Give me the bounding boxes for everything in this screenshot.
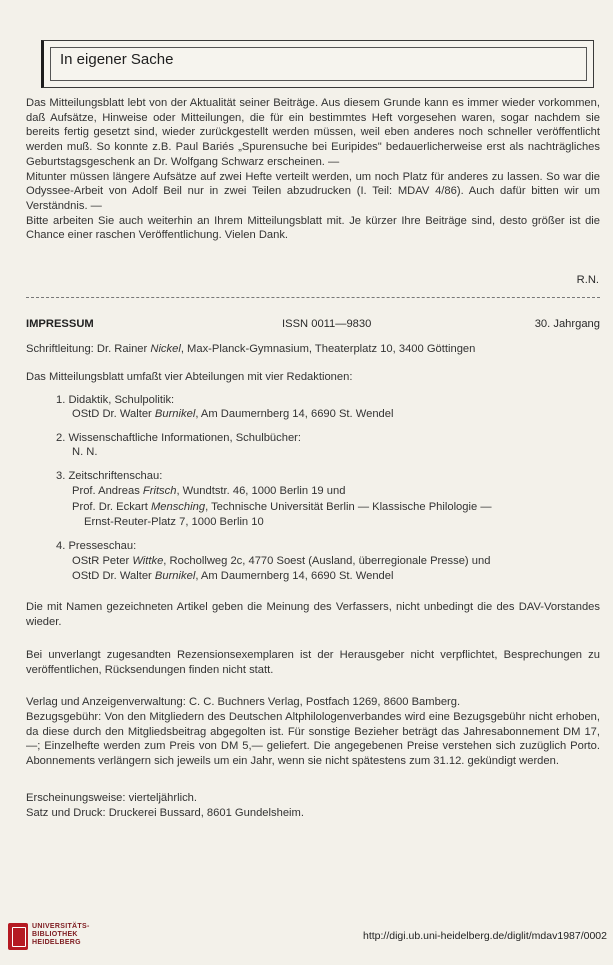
- section-4-editor-2: [72, 570, 394, 582]
- page-title: In eigener Sache: [60, 51, 174, 68]
- volume: 30. Jahrgang: [534, 318, 600, 330]
- intro-paragraph-2: Mitunter müssen längere Aufsätze auf zwei Hefte verteilt werden, um noch Platz für anderes zu lassen. So war die Odyssee-Arbeit von Adolf Beil nur in zwei Teilen abzudrucken (I. Teil: MDAV 4/86). Auch dafür bitten wir um Verständnis. —: [26, 170, 600, 212]
- source-url[interactable]: http://digi.ub.uni-heidelberg.de/diglit/mdav1987/0002: [362, 930, 607, 942]
- section-4-editor-1: [72, 555, 490, 567]
- schriftleitung-address: , Max-Planck-Gymnasium, Theaterplatz 10, 3400 Göttingen: [180, 343, 476, 355]
- section-2-editor: N. N.: [72, 446, 98, 458]
- schriftleitung-label: Schriftleitung: Dr. Rainer: [26, 343, 151, 355]
- s4b-post: , Am Daumernberg 14, 6690 St. Wendel: [195, 570, 394, 582]
- intro-paragraph-3: Bitte arbeiten Sie auch weiterhin an Ihrem Mitteilungsblatt mit. Je kürzer Ihre Beiträge sind, desto größer ist die Chance einer raschen Veröffentlichung. Vielen Dank.: [26, 214, 600, 242]
- logo-line-3: HEIDELBERG: [32, 939, 81, 946]
- section-3-editor-2-address: Ernst-Reuter-Platz 7, 1000 Berlin 10: [84, 516, 264, 528]
- s3b-pre: Prof. Dr. Eckart: [72, 501, 151, 513]
- impressum-header: [26, 318, 600, 330]
- schriftleitung: [26, 343, 475, 355]
- s1-pre: OStD Dr. Walter: [72, 408, 155, 420]
- section-4-title: 4. Presseschau:: [56, 540, 137, 552]
- section-3-editor-2: [72, 501, 492, 513]
- s1-name: Burnikel: [154, 408, 196, 420]
- rezension-note: Bei unverlangt zugesandten Rezensionsexemplaren ist der Herausgeber nicht verpflichtet, Besprechungen zu veröffentlichen, Rücksendungen finden nicht statt.: [26, 649, 600, 676]
- library-logo-icon: [8, 923, 28, 950]
- issn: ISSN 0011—9830: [282, 318, 372, 330]
- s3a-pre: Prof. Andreas: [72, 485, 143, 497]
- intro-text: [26, 96, 600, 243]
- title-box: [41, 40, 594, 88]
- schriftleitung-name: Nickel: [150, 343, 181, 355]
- s4a-post: , Rochollweg 2c, 4770 Soest (Ausland, überregionale Presse) und: [163, 555, 491, 567]
- logo-line-2: BIBLIOTHEK: [32, 931, 78, 938]
- satz-und-druck: Satz und Druck: Druckerei Bussard, 8601 Gundelsheim.: [26, 807, 304, 819]
- section-3-editor-1: [72, 485, 345, 497]
- s3b-post: , Technische Universität Berlin — Klassische Philologie —: [205, 501, 492, 513]
- s4a-name: Wittke: [132, 555, 164, 567]
- s4a-pre: OStR Peter: [72, 555, 133, 567]
- impressum-heading: IMPRESSUM: [26, 318, 94, 330]
- signature: R.N.: [576, 274, 599, 286]
- intro-paragraph-1: Das Mitteilungsblatt lebt von der Aktualität seiner Beiträge. Aus diesem Grunde kann es immer wieder vorkommen, daß Aufsätze, Hinweise oder Mitteilungen, die für ein bestimmtes Heft vorgesehen waren, sogar nachdem sie bereits fertig gesetzt sind, wieder zurückgestellt werden müssen, weil eben anderes noch schneller veröffentlicht werden muß. So konnte z.B. Paul Bariés „Spurensuche bei Euripides" bedauerlicherweise erst als nachträgliches Geburtstagsgeschenk an Dr. Wolfgang Schwarz erscheinen. —: [26, 97, 600, 168]
- bezugsgebuehr: Bezugsgebühr: Von den Mitgliedern des Deutschen Altphilologenverbandes wird eine Bezugsgebühr nicht erhoben, da diese durch den Mitgliedsbeitrag abgegolten ist. Für sonstige Bezieher beträgt das Jahresabonnement DM 17,—; Einzelhefte werden zum Preis von DM 5,— geliefert. Die angegebenen Preise verstehen sich zuzüglich Porto. Abonnements verlängern sich jeweils um ein Jahr, wenn sie nicht spätestens zum 31.12. gekündigt werden.: [26, 711, 600, 768]
- s4b-name: Burnikel: [154, 570, 196, 582]
- s4b-pre: OStD Dr. Walter: [72, 570, 155, 582]
- section-divider: [26, 297, 600, 298]
- section-3-title: 3. Zeitschriftenschau:: [56, 470, 163, 482]
- erscheinungsweise: Erscheinungsweise: vierteljährlich.: [26, 792, 197, 804]
- disclaimer: Die mit Namen gezeichneten Artikel geben die Meinung des Verfassers, nicht unbedingt die des DAV-Vorstandes wieder.: [26, 601, 600, 628]
- abteilungen-intro: Das Mitteilungsblatt umfaßt vier Abteilungen mit vier Redaktionen:: [26, 371, 353, 383]
- s1-post: , Am Daumernberg 14, 6690 St. Wendel: [195, 408, 394, 420]
- library-logo-text: [32, 923, 90, 947]
- section-2-title: 2. Wissenschaftliche Informationen, Schulbücher:: [56, 432, 302, 444]
- logo-line-1: UNIVERSITÄTS-: [32, 923, 90, 930]
- s3a-post: , Wundtstr. 46, 1000 Berlin 19 und: [176, 485, 346, 497]
- s3b-name: Mensching: [150, 501, 206, 513]
- verlag: Verlag und Anzeigenverwaltung: C. C. Buchners Verlag, Postfach 1269, 8600 Bamberg.: [26, 696, 461, 708]
- s3a-name: Fritsch: [142, 485, 177, 497]
- section-1-title: 1. Didaktik, Schulpolitik:: [56, 394, 175, 406]
- section-1-editor: [72, 408, 394, 420]
